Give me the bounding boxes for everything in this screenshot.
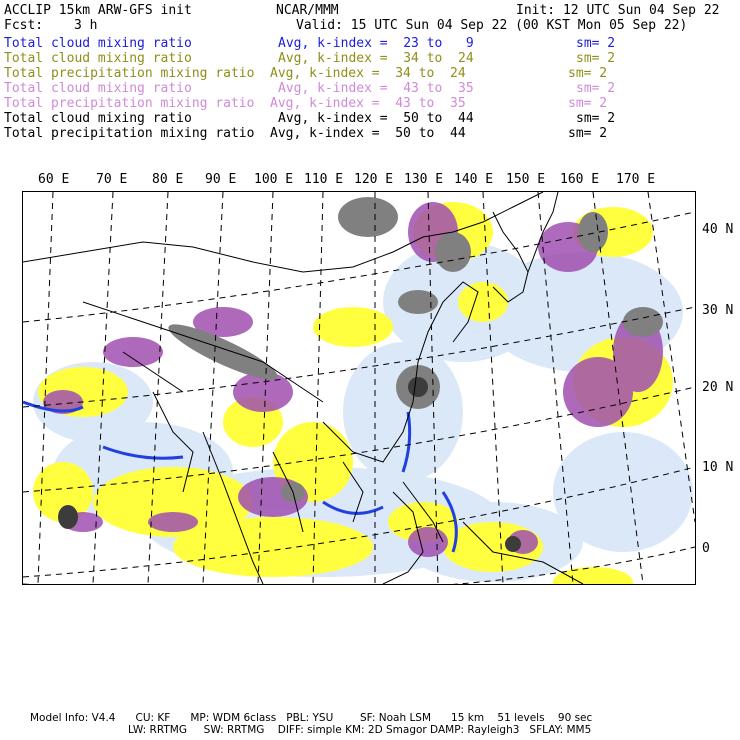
legend-avg: Avg, k-index = 34 to 24 [278,51,474,66]
lon-label: 80 E [152,172,184,187]
lat-label: 30 N [702,303,734,318]
lon-label: 150 E [506,172,546,187]
legend-smoothing: sm= 2 [576,36,616,51]
legend-smoothing: sm= 2 [576,111,616,126]
legend-smoothing: sm= 2 [576,81,616,96]
lon-label: 90 E [205,172,237,187]
legend-avg: Avg, k-index = 43 to 35 [278,81,474,96]
lon-label: 170 E [616,172,656,187]
valid-time: Valid: 15 UTC Sun 04 Sep 22 (00 KST Mon 05 Sep 22) [296,18,688,33]
forecast-map [22,191,696,585]
legend-smoothing: sm= 2 [568,126,608,141]
init-time: Init: 12 UTC Sun 04 Sep 22 [516,3,720,18]
lat-label: 10 N [702,460,734,475]
organization-label: NCAR/MMM [276,3,339,18]
lat-label: 0 [702,541,710,556]
legend-avg: Avg, k-index = 43 to 35 [270,96,466,111]
lon-label: 120 E [354,172,394,187]
map-canvas [23,192,695,584]
legend-smoothing: sm= 2 [568,66,608,81]
lon-label: 60 E [38,172,70,187]
lon-label: 160 E [560,172,600,187]
lon-label: 110 E [304,172,344,187]
model-info-line2: LW: RRTMG SW: RRTMG DIFF: simple KM: 2D Smagor DAMP: Rayleigh3 SFLAY: MM5 [128,724,592,736]
lat-label: 40 N [702,222,734,237]
model-title: ACCLIP 15km ARW-GFS init [4,3,192,18]
lon-label: 130 E [404,172,444,187]
legend-field: Total cloud mixing ratio [4,111,192,126]
legend-field: Total precipitation mixing ratio [4,96,255,111]
legend-avg: Avg, k-index = 50 to 44 [270,126,466,141]
legend-field: Total precipitation mixing ratio [4,126,255,141]
legend-avg: Avg, k-index = 23 to 9 [278,36,474,51]
forecast-label: Fcst: [4,18,44,33]
legend-avg: Avg, k-index = 50 to 44 [278,111,474,126]
lon-label: 70 E [96,172,128,187]
legend-field: Total cloud mixing ratio [4,81,192,96]
lat-label: 20 N [702,380,734,395]
legend-avg: Avg, k-index = 34 to 24 [270,66,466,81]
forecast-hour: 3 h [74,18,98,33]
legend-smoothing: sm= 2 [568,96,608,111]
legend-field: Total cloud mixing ratio [4,36,192,51]
model-info-line1: Model Info: V4.4 CU: KF MP: WDM 6class PBL: YSU SF: Noah LSM 15 km 51 levels 90 sec [30,712,593,724]
lon-label: 140 E [454,172,494,187]
legend-smoothing: sm= 2 [576,51,616,66]
legend-field: Total precipitation mixing ratio [4,66,255,81]
lon-label: 100 E [254,172,294,187]
legend-field: Total cloud mixing ratio [4,51,192,66]
